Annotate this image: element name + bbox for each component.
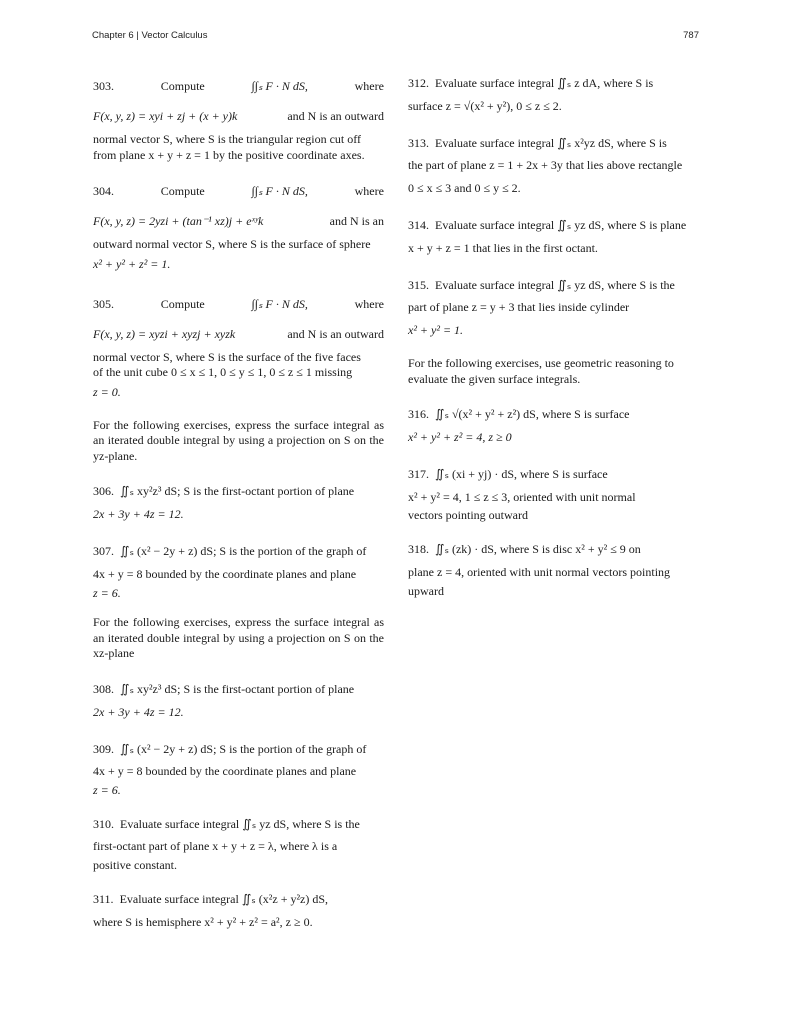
exercise-text: and N is an (329, 214, 384, 229)
exercise-text: upward (408, 583, 444, 598)
exercise-number: 311. (93, 891, 114, 906)
exercise-307 (93, 540, 384, 601)
right-column (408, 72, 699, 613)
exercise-math: z = 6. (93, 585, 121, 600)
exercise-312 (408, 72, 699, 118)
exercise-number: 317. (408, 466, 429, 481)
exercise-text: Evaluate surface integral ∬ₛ yz dS, where S is the (435, 277, 675, 292)
exercise-309 (93, 738, 384, 799)
exercise-text: 4x + y = 8 bounded by the coordinate planes and plane (93, 764, 357, 779)
exercise-text: and N is an outward (287, 109, 384, 124)
exercise-text: plane z = 4, oriented with unit normal vectors pointing (408, 564, 671, 579)
surface-integral: ∫∫ₛ F · N dS, (251, 296, 308, 311)
exercise-verb: Compute (160, 184, 205, 199)
exercise-text: x² + y² = 4, 1 ≤ z ≤ 3, oriented with unit normal (408, 489, 636, 504)
exercise-number: 305. (93, 296, 114, 311)
exercise-308 (93, 678, 384, 724)
exercise-310 (93, 813, 384, 874)
exercise-number: 307. (93, 543, 114, 558)
exercise-math: x² + y² + z² = 1. (93, 256, 171, 271)
section-intro-yz: For the following exercises, express the surface integral as an iterated double integral by using a projection on S on the yz-plane. (93, 417, 384, 463)
exercise-text: ∬ₛ (xi + yj) · dS, where S is surface (435, 466, 608, 481)
exercise-text: ∬ₛ (zk) · dS, where S is disc x² + y² ≤ 9 on (435, 541, 641, 556)
exercise-math: x² + y² = 1. (408, 323, 464, 338)
exercise-306 (93, 480, 384, 526)
exercise-text: Evaluate surface integral ∬ₛ yz dS, where S is the (120, 816, 360, 831)
left-column (93, 72, 384, 947)
exercise-text: ∬ₛ xy²z³ dS; S is the first-octant portion of plane (120, 681, 355, 696)
vector-field: F(x, y, z) = 2yzi + (tan⁻¹ xz)j + eˣʸk (93, 214, 264, 229)
chapter-header: Chapter 6 | Vector Calculus (92, 30, 208, 41)
exercise-304 (93, 177, 384, 275)
exercise-text: 0 ≤ x ≤ 3 and 0 ≤ y ≤ 2. (408, 181, 521, 196)
exercise-number: 316. (408, 407, 429, 422)
exercise-317 (408, 463, 699, 524)
exercise-math: 2x + 3y + 4z = 12. (93, 507, 184, 522)
exercise-math: z = 0. (93, 384, 121, 399)
section-intro-xz: For the following exercises, express the surface integral as an iterated double integral by using a projection on S on the xz-plane (93, 615, 384, 661)
exercise-318 (408, 538, 699, 599)
exercise-number: 313. (408, 135, 429, 150)
exercise-verb: Compute (160, 296, 205, 311)
surface-integral: ∫∫ₛ F · N dS, (251, 79, 308, 94)
exercise-math: 2x + 3y + 4z = 12. (93, 704, 184, 719)
exercise-text: part of plane z = y + 3 that lies inside cylinder (408, 300, 630, 315)
exercise-text: 4x + y = 8 bounded by the coordinate planes and plane (93, 566, 357, 581)
exercise-number: 303. (93, 79, 114, 94)
exercise-number: 308. (93, 681, 114, 696)
exercise-text: ∬ₛ (x² − 2y + z) dS; S is the portion of the graph of (120, 543, 367, 558)
exercise-text: vectors pointing outward (408, 508, 528, 523)
exercise-number: 314. (408, 217, 429, 232)
exercise-text: ∬ₛ √(x² + y² + z²) dS, where S is surface (435, 407, 630, 422)
exercise-text: outward normal vector S, where S is the surface of sphere (93, 237, 371, 252)
where-word: where (354, 184, 384, 199)
exercise-math: x² + y² + z² = 4, z ≥ 0 (408, 429, 512, 444)
exercise-number: 304. (93, 184, 114, 199)
surface-integral: ∫∫ₛ F · N dS, (251, 184, 308, 199)
exercise-verb: Compute (160, 79, 205, 94)
exercise-315 (408, 274, 699, 342)
exercise-number: 309. (93, 741, 114, 756)
exercise-text: Evaluate surface integral ∬ₛ yz dS, where S is plane (435, 217, 687, 232)
section-intro-geometric: For the following exercises, use geometric reasoning to evaluate the given surface integrals. (408, 355, 674, 386)
exercise-303 (93, 72, 384, 163)
exercise-314 (408, 214, 699, 260)
exercise-313 (408, 132, 699, 200)
exercise-text: Evaluate surface integral ∬ₛ x²yz dS, where S is (435, 135, 667, 150)
exercise-text: normal vector S, where S is the triangular region cut off (93, 132, 362, 146)
vector-field: F(x, y, z) = xyi + zj + (x + y)k (93, 109, 238, 124)
exercise-number: 312. (408, 76, 429, 90)
exercise-text: ∬ₛ (x² − 2y + z) dS; S is the portion of the graph of (120, 741, 367, 756)
exercise-number: 310. (93, 816, 114, 831)
exercise-text: x + y + z = 1 that lies in the first octant. (408, 240, 598, 255)
exercise-text: from plane x + y + z = 1 by the positive coordinate axes. (93, 147, 365, 162)
exercise-text: ∬ₛ xy²z³ dS; S is the first-octant portion of plane (120, 484, 355, 499)
exercise-number: 315. (408, 277, 429, 292)
exercise-text: of the unit cube 0 ≤ x ≤ 1, 0 ≤ y ≤ 1, 0 ≤ z ≤ 1 missing (93, 365, 353, 380)
vector-field: F(x, y, z) = xyzi + xyzj + xyzk (93, 326, 236, 341)
exercise-text: surface z = √(x² + y²), 0 ≤ z ≤ 2. (408, 98, 562, 113)
exercise-311 (93, 888, 384, 934)
exercise-text: first-octant part of plane x + y + z = λ, where λ is a (93, 839, 338, 854)
where-word: where (354, 296, 384, 311)
exercise-305 (93, 290, 384, 404)
page-number: 787 (683, 30, 699, 41)
exercise-number: 306. (93, 484, 114, 499)
exercise-text: where S is hemisphere x² + y² + z² = a², z ≥ 0. (93, 914, 313, 929)
exercise-text: Evaluate surface integral ∬ₛ (x²z + y²z) dS, (119, 891, 329, 906)
exercise-text: Evaluate surface integral ∬ₛ z dA, where S is (435, 76, 654, 90)
exercise-text: normal vector S, where S is the surface of the five faces (93, 349, 361, 364)
exercise-number: 318. (408, 541, 429, 556)
exercise-316 (408, 403, 699, 449)
where-word: where (354, 79, 384, 94)
exercise-text: positive constant. (93, 858, 177, 873)
exercise-text: and N is an outward (287, 326, 384, 341)
exercise-text: the part of plane z = 1 + 2x + 3y that lies above rectangle (408, 158, 683, 173)
exercise-math: z = 6. (93, 783, 121, 798)
